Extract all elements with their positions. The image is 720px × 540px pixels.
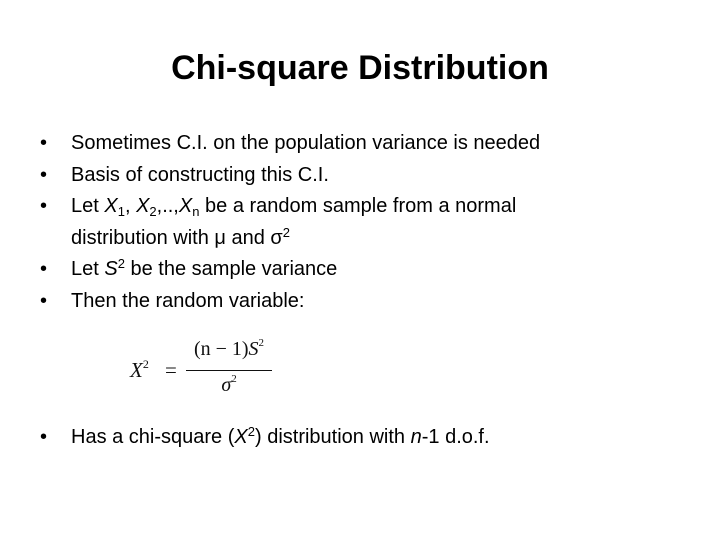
variable-xn: X: [178, 195, 193, 217]
bullet-text-suffix: be a random sample from a normal: [199, 195, 517, 217]
chi-exponent: 2: [247, 424, 255, 439]
subscript-1: 1: [117, 204, 125, 219]
bullet-item: [40, 286, 700, 318]
bullet-text-middle: ) distribution with: [254, 426, 411, 448]
bullet-item: [40, 191, 700, 254]
bullet-marker: •: [40, 132, 48, 154]
bullet-item: [40, 160, 700, 192]
bullet-list: [40, 128, 700, 317]
variable-chi: X: [234, 426, 248, 448]
slide-title: Chi-square Distribution: [171, 49, 549, 87]
bullet-text-suffix: be the sample variance: [124, 258, 338, 280]
variable-x2: X: [136, 195, 150, 217]
bullet-text: Basis of constructing this C.I.: [71, 163, 329, 186]
variable-x1: X: [104, 195, 118, 217]
formula-lhs-var: X: [130, 358, 143, 382]
formula-lhs-exponent: 2: [142, 357, 149, 371]
subscript-2: 2: [149, 204, 157, 219]
bullet-marker: •: [40, 426, 48, 448]
chi-square-formula: [130, 338, 290, 402]
formula-equals: =: [165, 358, 177, 382]
bullet-item: [40, 254, 700, 286]
formula-numerator-exponent: 2: [258, 337, 265, 349]
formula-denominator-exponent: 2: [231, 373, 237, 385]
formula-denominator-var: σ: [221, 374, 232, 396]
separator: ,..,: [156, 195, 179, 217]
subscript-n: n: [192, 204, 200, 219]
formula-denominator: [186, 374, 272, 397]
bullet-marker: •: [40, 163, 48, 186]
bullet-marker: •: [40, 258, 48, 280]
bullet-list-final: [40, 422, 700, 454]
bullet-text-line2: distribution with μ and: [71, 226, 271, 249]
formula-numerator-paren: (n − 1): [193, 338, 249, 360]
bullet-text-prefix: Let: [71, 195, 105, 217]
fraction-bar: [186, 370, 272, 371]
formula-numerator-var: S: [248, 338, 259, 360]
bullet-text: Then the random variable:: [71, 289, 305, 312]
variable-n: n: [410, 426, 422, 448]
bullet-marker: •: [40, 195, 48, 217]
bullet-item: [40, 128, 700, 160]
variable-s: S: [104, 258, 118, 280]
formula-lhs: [130, 358, 149, 383]
bullet-item: [40, 422, 700, 454]
bullet-marker: •: [40, 289, 48, 312]
bullet-text: Sometimes C.I. on the population variance is needed: [71, 132, 541, 154]
bullet-text-prefix: Has a chi-square (: [71, 426, 235, 448]
bullet-text-prefix: Let: [71, 258, 105, 280]
bullet-text-suffix: -1 d.o.f.: [421, 426, 490, 448]
s-exponent: 2: [117, 256, 125, 271]
sigma-symbol: σ: [270, 226, 283, 249]
formula-numerator: [186, 338, 272, 361]
separator: ,: [124, 195, 137, 217]
sigma-exponent: 2: [282, 224, 290, 240]
